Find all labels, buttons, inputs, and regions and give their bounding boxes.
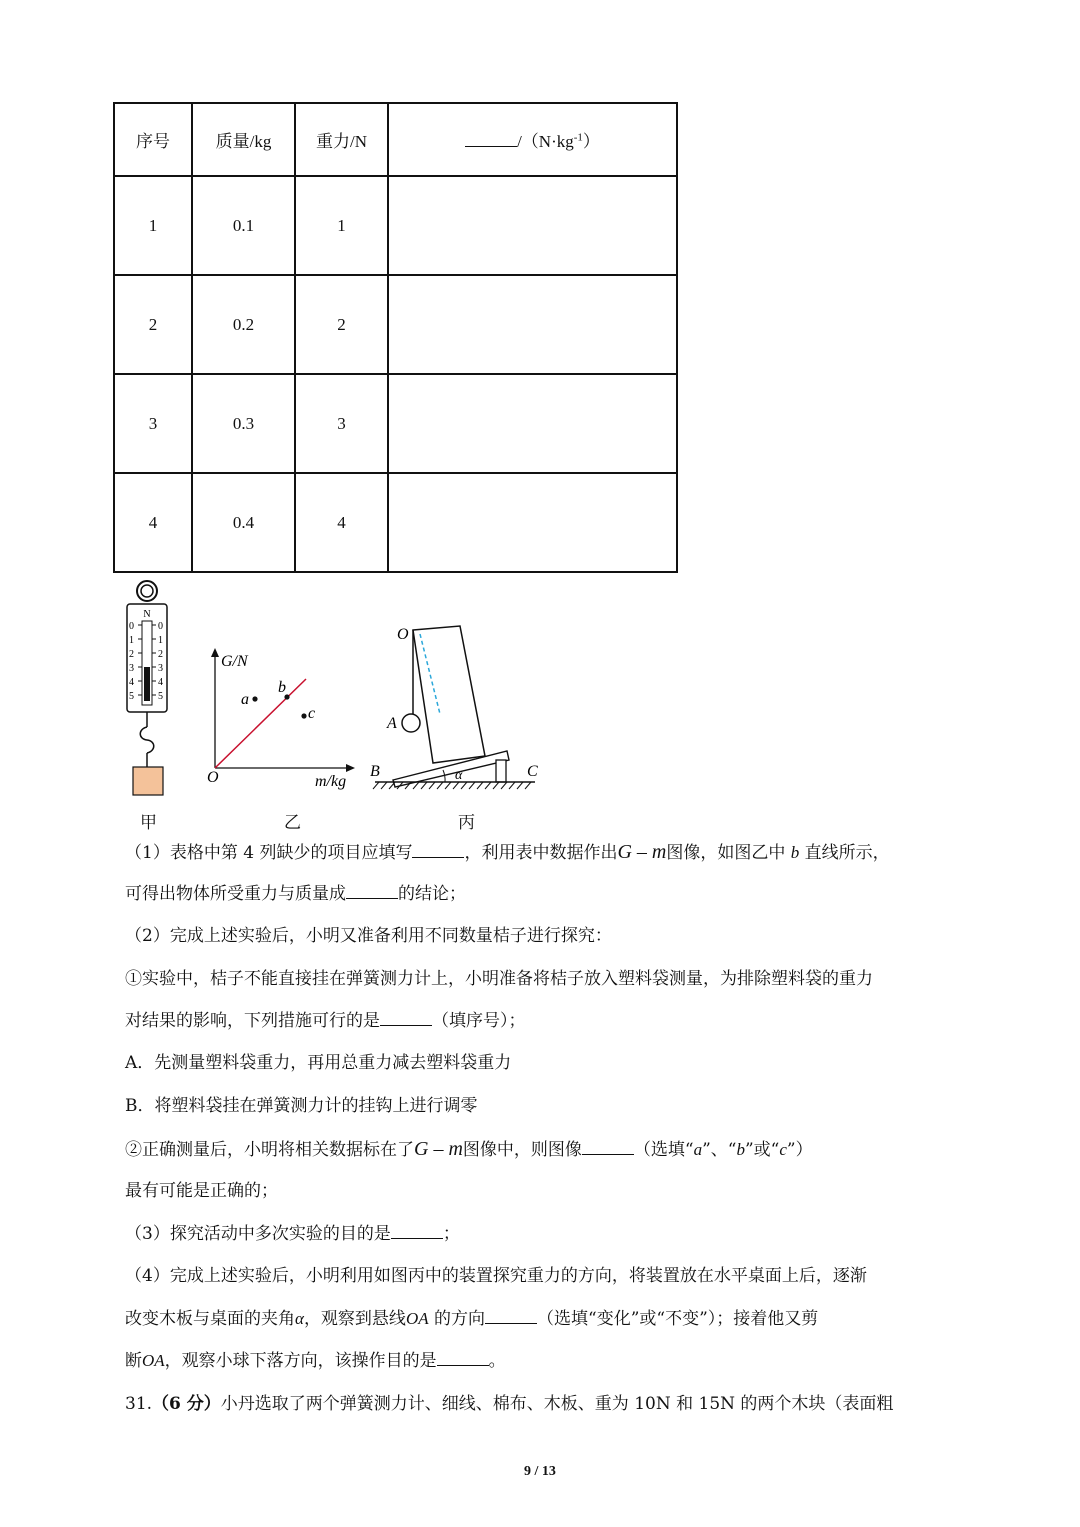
- line-b: [215, 679, 306, 768]
- header-missing: [388, 103, 677, 176]
- caption-bing: 丙: [458, 813, 475, 833]
- point-a: [252, 696, 257, 701]
- label-a: a: [241, 691, 249, 708]
- label-alpha: α: [455, 768, 463, 783]
- svg-text:2: 2: [129, 649, 134, 660]
- option-a: A．先测量塑料袋重力，再用总重力减去塑料袋重力: [125, 1053, 512, 1073]
- q2-2-var-c: c: [779, 1140, 787, 1159]
- page-number: 9 / 13: [524, 1464, 556, 1479]
- svg-text:1: 1: [129, 635, 134, 646]
- q31-score: （6 分）: [152, 1394, 221, 1414]
- table-row: [114, 275, 677, 374]
- cell-ratio: [388, 176, 677, 275]
- q4-text-b4: （选填“变化”或“不变”）；接着他又剪: [537, 1309, 819, 1329]
- q3-text-b: ；: [442, 1224, 460, 1244]
- q1-line2-text-b: 的结论；: [398, 884, 466, 904]
- svg-text:0: 0: [158, 621, 163, 632]
- q2-1-line1: ①实验中，桔子不能直接挂在弹簧测力计上，小明准备将桔子放入塑料袋测量，为排除塑料袋的重力: [125, 969, 873, 989]
- q31-line: [125, 1392, 893, 1416]
- header-blank: [465, 130, 517, 147]
- q4-line3: [125, 1349, 506, 1373]
- svg-text:5: 5: [129, 691, 134, 702]
- cell-mass: 0.1: [192, 176, 295, 275]
- q2-2-text-e: ”或“: [744, 1140, 780, 1160]
- blank: [391, 1222, 443, 1239]
- cell-gravity: 3: [295, 374, 388, 473]
- scale-unit: N: [143, 609, 151, 620]
- q4-text-b1: 改变木板与桌面的夹角: [125, 1309, 295, 1329]
- g-m-graph-figure: [195, 645, 360, 795]
- q2-2-text-f: ”）: [786, 1140, 813, 1160]
- q2-2-var-b: b: [736, 1140, 745, 1159]
- q1-gm: G – m: [617, 841, 667, 863]
- caption-jia: 甲: [140, 813, 157, 833]
- table-row: [114, 176, 677, 275]
- blank: [485, 1307, 537, 1324]
- q2-2-var-a: a: [693, 1140, 703, 1159]
- point-c: [301, 713, 306, 718]
- q2-1-text-a: 对结果的影响，下列措施可行的是: [125, 1011, 380, 1031]
- option-b: B．将塑料袋挂在弹簧测力计的挂钩上进行调零: [125, 1096, 478, 1116]
- y-axis-label: G/N: [221, 653, 248, 670]
- q2-1-line2: [125, 1009, 526, 1033]
- table-row: [114, 473, 677, 572]
- q4-oa: OA: [405, 1309, 429, 1328]
- q2-2-text-a: ②正确测量后，小明将相关数据标在了: [125, 1140, 414, 1160]
- blank: [380, 1009, 432, 1026]
- q31-text: 小丹选取了两个弹簧测力计、细线、棉布、木板、重为 10N 和 15N 的两个木块（表面粗: [220, 1394, 894, 1414]
- q1-text-d: 直线所示，: [804, 843, 890, 863]
- header-unit-close: ）: [582, 132, 600, 151]
- cell-gravity: 1: [295, 176, 388, 275]
- svg-text:3: 3: [129, 663, 134, 674]
- blank: [437, 1349, 489, 1366]
- table-row: [114, 374, 677, 473]
- cell-index: 2: [114, 275, 192, 374]
- spring-scale-figure: [118, 577, 178, 799]
- cell-mass: 0.3: [192, 374, 295, 473]
- q2-1-text-b: （填序号）；: [432, 1011, 526, 1031]
- q4-oa2: OA: [142, 1351, 165, 1370]
- q1-line2: [125, 882, 466, 906]
- header-unit: /（N·kg: [517, 132, 574, 151]
- data-table: [113, 102, 678, 573]
- table-header-row: [114, 103, 677, 176]
- q4-text-b3: 的方向: [434, 1309, 486, 1329]
- label-O: O: [397, 626, 409, 643]
- q1-text-b: ，利用表中数据作出: [464, 843, 618, 863]
- svg-text:1: 1: [158, 635, 163, 646]
- q2-2-gm: G – m: [414, 1138, 463, 1160]
- cell-mass: 0.2: [192, 275, 295, 374]
- svg-text:4: 4: [158, 677, 163, 688]
- q2-2-text-b: 图像中，则图像: [462, 1140, 582, 1160]
- q4-line2: [125, 1307, 818, 1331]
- cell-ratio: [388, 275, 677, 374]
- q2-intro: （2）完成上述实验后，小明又准备利用不同数量桔子进行探究：: [125, 926, 612, 946]
- label-c: c: [308, 705, 316, 722]
- q1-text-a: （1）表格中第 4 列缺少的项目应填写: [125, 843, 413, 863]
- q1-bvar: b: [790, 843, 800, 862]
- label-A: A: [387, 715, 397, 732]
- blank: [412, 841, 464, 858]
- label-C: C: [527, 763, 538, 780]
- label-b: b: [278, 679, 286, 696]
- header-mass: 质量/kg: [192, 103, 295, 176]
- svg-text:3: 3: [158, 663, 163, 674]
- origin-label: O: [207, 769, 219, 786]
- q4-text-b2: ，观察到悬线: [303, 1309, 406, 1329]
- cell-gravity: 4: [295, 473, 388, 572]
- svg-text:4: 4: [129, 677, 134, 688]
- cell-index: 4: [114, 473, 192, 572]
- q2-2-text-d: ”、“: [702, 1140, 737, 1160]
- blank: [346, 882, 398, 899]
- q3-text-a: （3）探究活动中多次实验的目的是: [125, 1224, 391, 1244]
- q2-2-text-c: （选填“: [633, 1140, 694, 1160]
- q4-alpha: α: [295, 1309, 304, 1328]
- q3-line: [125, 1222, 460, 1246]
- q2-2-line2: 最有可能是正确的；: [125, 1181, 278, 1201]
- header-index: 序号: [114, 103, 192, 176]
- q4-text-c2: ，观察小球下落方向，该操作目的是: [164, 1351, 437, 1371]
- caption-yi: 乙: [284, 813, 301, 833]
- q4-text-c1: 断: [125, 1351, 142, 1371]
- cell-ratio: [388, 473, 677, 572]
- q4-line1: （4）完成上述实验后，小明利用如图丙中的装置探究重力的方向，将装置放在水平桌面上后，逐渐: [125, 1266, 867, 1286]
- svg-text:0: 0: [129, 621, 134, 632]
- q1-text-c: 图像，如图乙中: [666, 843, 786, 863]
- cell-index: 3: [114, 374, 192, 473]
- svg-text:5: 5: [158, 691, 163, 702]
- q2-2-line1: [125, 1137, 813, 1162]
- cell-gravity: 2: [295, 275, 388, 374]
- header-gravity: 重力/N: [295, 103, 388, 176]
- q1-line1: [125, 840, 890, 865]
- blank: [582, 1138, 634, 1155]
- q1-line2-text-a: 可得出物体所受重力与质量成: [125, 884, 346, 904]
- label-B: B: [370, 763, 380, 780]
- svg-text:2: 2: [158, 649, 163, 660]
- cell-ratio: [388, 374, 677, 473]
- header-unit-sup: -1: [573, 131, 583, 144]
- cell-index: 1: [114, 176, 192, 275]
- cell-mass: 0.4: [192, 473, 295, 572]
- q31-number: 31.: [125, 1394, 153, 1414]
- apparatus-figure: [365, 618, 550, 793]
- q4-text-c3: 。: [488, 1351, 506, 1371]
- x-axis-label: m/kg: [315, 773, 347, 790]
